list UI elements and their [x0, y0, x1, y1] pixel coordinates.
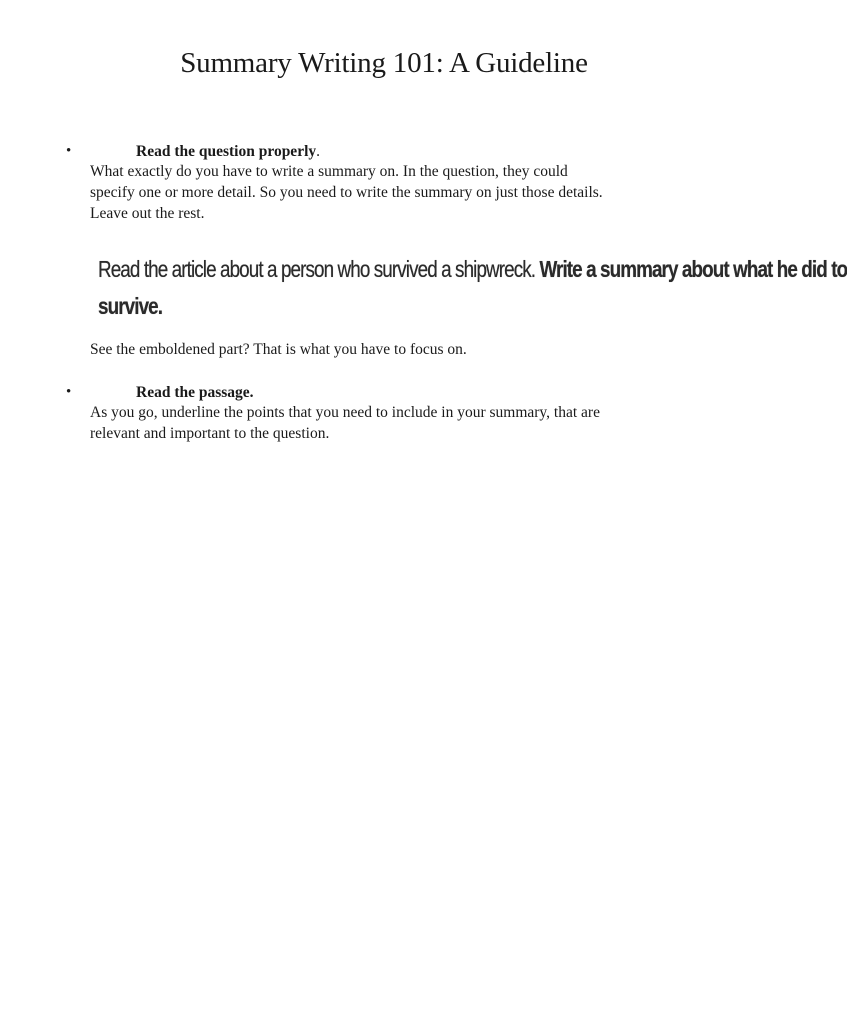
body-line: As you go, underline the points that you need to include in your summary, that are	[90, 404, 600, 421]
example-bold-text-2: survive.	[98, 293, 163, 319]
body-line: Leave out the rest.	[90, 204, 205, 222]
step-heading	[136, 382, 254, 403]
step-body	[90, 162, 710, 224]
note-text: See the emboldened part? That is what you have to focus on.	[90, 341, 467, 358]
step-heading-text: Read the question properly	[136, 143, 317, 160]
page-title: Summary Writing 101: A Guideline	[180, 47, 588, 79]
step-body	[90, 403, 710, 445]
body-line: relevant and important to the question.	[90, 424, 330, 442]
body-line: What exactly do you have to write a summary on. In the question, they could	[90, 163, 568, 180]
bullet-icon: •	[66, 384, 72, 400]
example-line-2	[98, 293, 162, 320]
example-regular-text: Read the article about a person who survived a shipwreck.	[98, 256, 536, 282]
example-bold-text: Write a summary about what he did to	[539, 256, 847, 282]
step-heading-text: Read the passage.	[136, 384, 254, 401]
example-question-image	[90, 248, 847, 326]
bullet-icon: •	[66, 143, 72, 159]
body-line: specify one or more detail. So you need to write the summary on just those details.	[90, 183, 603, 201]
example-line-1	[98, 256, 847, 283]
step-heading	[136, 141, 320, 162]
step-heading-suffix: .	[316, 143, 321, 160]
